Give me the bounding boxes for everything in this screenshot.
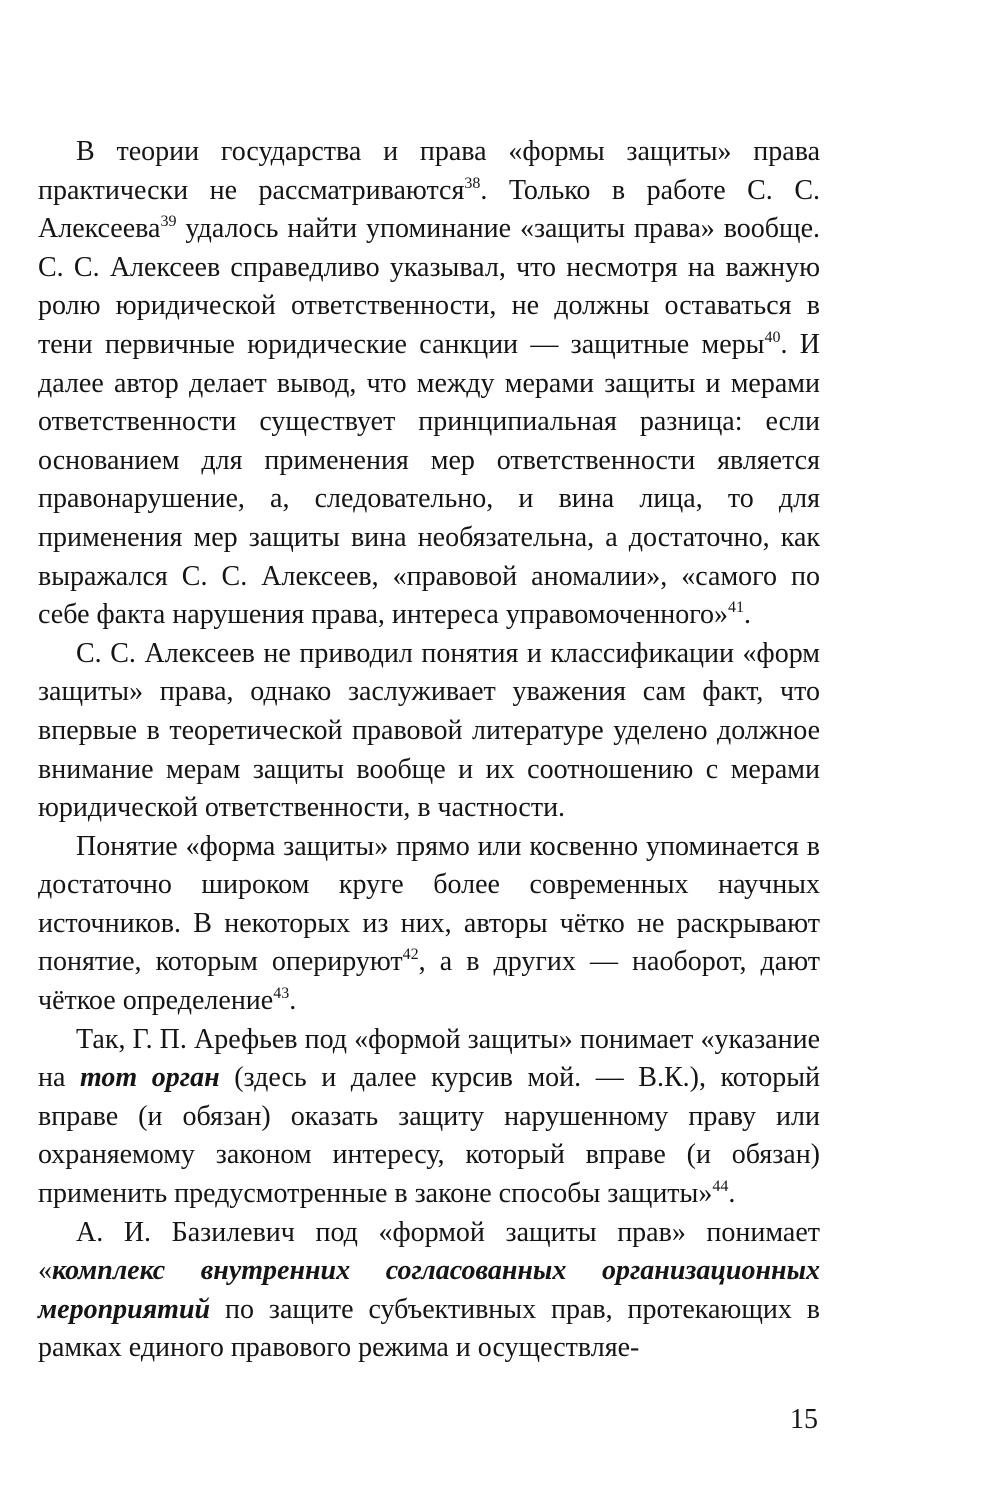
paragraph (38, 828, 820, 1021)
text-run: . (728, 1178, 736, 1210)
text-run: (здесь и далее курсив мой. — В.К.), который вправе (и обязан) оказать защиту нарушенному праву или охраняемому законом интересу, который вправе (и обязан) применить предусмотренные в законе способы защиты» (38, 1062, 820, 1210)
text-run: . Только в работе С. С. Алексеева (38, 174, 820, 245)
text-run: А. И. Базилевич под «формой защиты прав» понимает « (38, 1216, 820, 1287)
footnote-ref: 38 (464, 174, 481, 192)
body-text (38, 133, 820, 1368)
emphasis: тот орган (79, 1062, 220, 1094)
text-run: С. С. Алексеев не приводил понятия и классификации «форм защиты» права, однако заслуживает уважения сам факт, что впервые в теоретической правовой литературе уделено должное внимание мерам защиты вообще и их соотношению с мерами юридической ответственности, в частности. (38, 637, 820, 824)
text-run: удалось найти упоминание «защиты права» вообще. С. С. Алексеев справедливо указывал, что несмотря на важную ролю юридической ответственности, не должны оставаться в тени первичные юридические санкции — защитные меры (38, 213, 820, 360)
paragraph (38, 635, 820, 828)
paragraph (38, 133, 820, 635)
footnote-ref: 39 (160, 213, 177, 231)
footnote-ref: 40 (764, 328, 781, 346)
text-run: . И далее автор делает вывод, что между мерами защиты и мерами ответственности существует принципиальная разница: если основанием для применения мер ответственности является правонарушение, а, следовательно, и вина лица, то для применения мер защиты вина необязательна, а достаточно, как выражался С. С. Алексеев, «правовой аномалии», «самого по себе факта нарушения права, интереса управомоченного» (38, 328, 820, 631)
footnote-ref: 44 (712, 1178, 729, 1196)
text-run: по защите субъективных прав, протекающих в рамках единого правового режима и осуществляе- (38, 1293, 820, 1364)
text-run: В теории государства и права «формы защиты» права практически не рассматриваются (38, 136, 820, 206)
emphasis: комплекс внутренних согласованных организационных мероприятий (38, 1255, 820, 1325)
page-number: 15 (790, 1404, 818, 1435)
text-run: . (289, 985, 297, 1017)
footnote-ref: 43 (273, 985, 290, 1003)
text-run: . (744, 599, 752, 631)
footnote-ref: 41 (728, 599, 745, 617)
paragraph (38, 1214, 820, 1368)
paragraph (38, 1021, 820, 1214)
text-run: Понятие «форма защиты» прямо или косвенно упоминается в достаточно широком круге более современных научных источников. В некоторых из них, авторы чётко не раскрывают понятие, которым оперируют (38, 830, 820, 978)
text-run: Так, Г. П. Арефьев под «формой защиты» понимает «указание на (38, 1023, 820, 1094)
text-run: , а в других — наоборот, дают чёткое определение (38, 946, 820, 1017)
footnote-ref: 42 (402, 946, 419, 964)
